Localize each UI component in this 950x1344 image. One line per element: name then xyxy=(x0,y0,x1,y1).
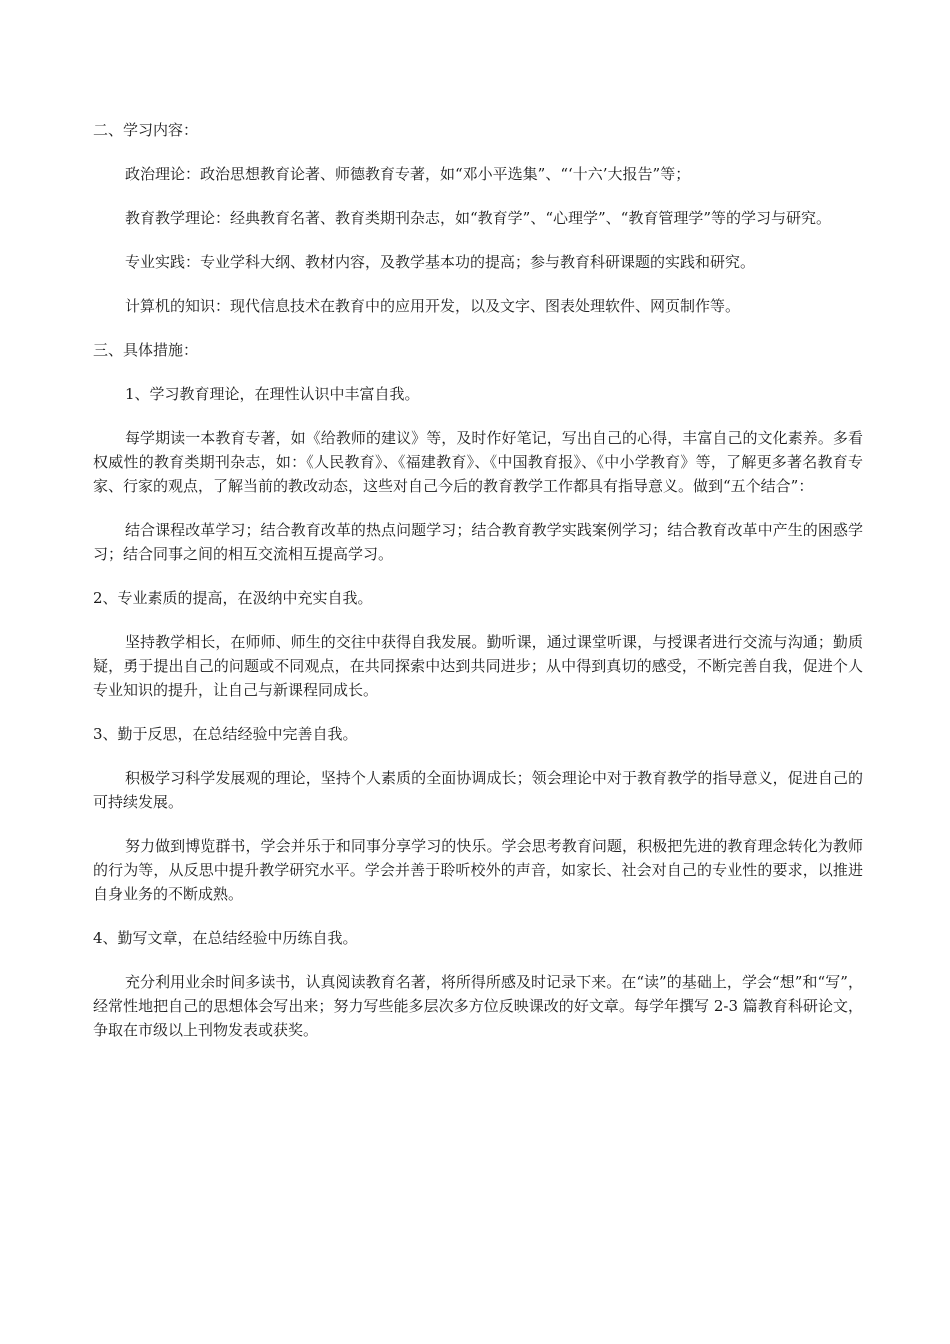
subheading-professional-quality: 2、专业素质的提高，在汲纳中充实自我。 xyxy=(93,589,373,607)
paragraph-professional-practice: 专业实践：专业学科大纲、教材内容，及教学基本功的提高；参与教育科研课题的实践和研究。 xyxy=(125,253,756,271)
paragraph-writing-plan: 充分利用业余时间多读书，认真阅读教育名著，将所得所感及时记录下来。在“读”的基础上，学会“想”和“写”，经常性地把自己的思想体会写出来；努力写些能多层次多方位反映课改的好文章。每学年撰写 2-3 篇教育科研论文，争取在市级以上刊物发表或获奖。 xyxy=(93,973,863,1039)
paragraph-scientific-development: 积极学习科学发展观的理论，坚持个人素质的全面协调成长；领会理论中对于教育教学的指导意义，促进自己的可持续发展。 xyxy=(93,769,863,811)
section-heading-measures: 三、具体措施： xyxy=(93,341,199,359)
section-heading-study-content: 二、学习内容： xyxy=(93,121,199,139)
document-page xyxy=(93,118,863,1062)
subheading-reflection: 3、勤于反思，在总结经验中完善自我。 xyxy=(93,725,358,743)
subheading-learn-theory: 1、学习教育理论，在理性认识中丰富自我。 xyxy=(125,385,420,403)
paragraph-teaching-growth: 坚持教学相长，在师师、师生的交往中获得自我发展。勤听课，通过课堂听课，与授课者进行交流与沟通；勤质疑，勇于提出自己的问题或不同观点，在共同探索中达到共同进步；从中得到真切的感受，不断完善自我，促进个人专业知识的提升，让自己与新课程同成长。 xyxy=(93,633,863,699)
subheading-writing: 4、勤写文章，在总结经验中历练自我。 xyxy=(93,929,358,947)
paragraph-computer-knowledge: 计算机的知识：现代信息技术在教育中的应用开发，以及文字、图表处理软件、网页制作等。 xyxy=(125,297,741,315)
paragraph-reading-plan: 每学期读一本教育专著，如《给教师的建议》等，及时作好笔记，写出自己的心得，丰富自己的文化素养。多看权威性的教育类期刊杂志，如：《人民教育》、《福建教育》、《中国教育报》、《中小学教育》等，了解更多著名教育专家、行家的观点，了解当前的教改动态，这些对自己今后的教育教学工作都具有指导意义。做到“五个结合”： xyxy=(93,429,863,495)
paragraph-education-theory: 教育教学理论：经典教育名著、教育类期刊杂志，如“教育学”、“心理学”、“教育管理学”等的学习与研究。 xyxy=(125,209,832,227)
paragraph-five-combinations: 结合课程改革学习；结合教育改革的热点问题学习；结合教育教学实践案例学习；结合教育改革中产生的困惑学习；结合同事之间的相互交流相互提高学习。 xyxy=(93,521,863,563)
paragraph-political-theory: 政治理论：政治思想教育论著、师德教育专著，如“邓小平选集”、“‘十六’大报告”等； xyxy=(125,165,691,183)
paragraph-wide-reading: 努力做到博览群书，学会并乐于和同事分享学习的快乐。学会思考教育问题，积极把先进的教育理念转化为教师的行为等，从反思中提升教学研究水平。学会并善于聆听校外的声音，如家长、社会对自己的专业性的要求，以推进自身业务的不断成熟。 xyxy=(93,837,863,903)
